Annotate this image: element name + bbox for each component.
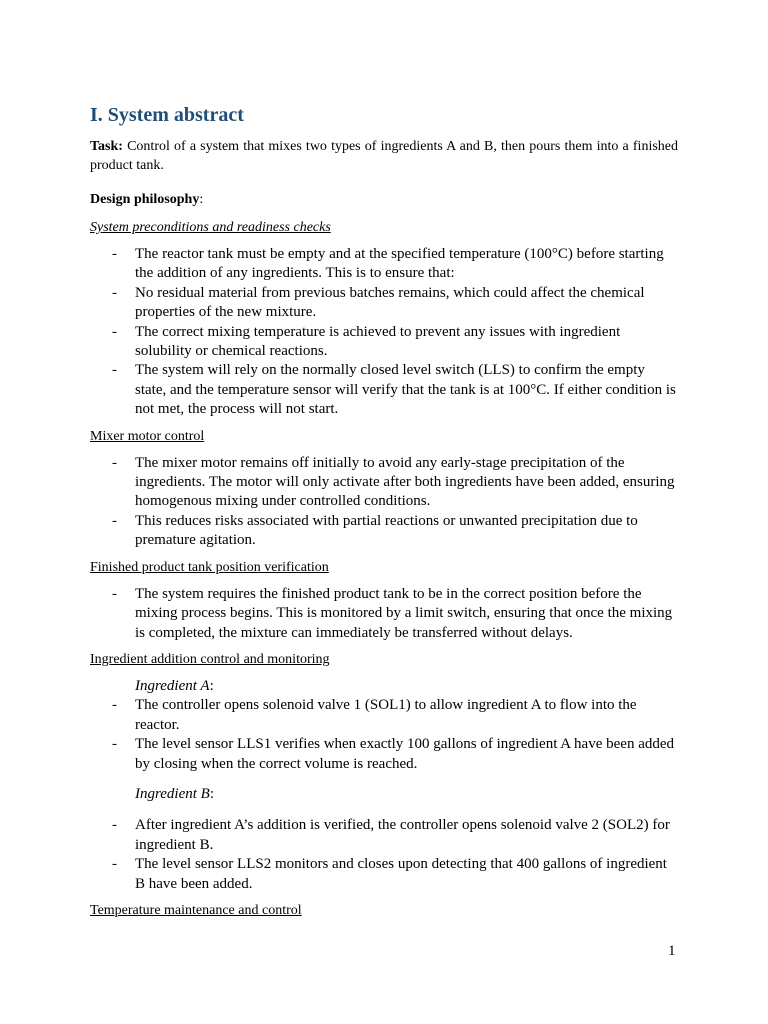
design-philosophy-title: Design philosophy: [90, 192, 200, 207]
list-item: - After ingredient A’s addition is verified, the controller opens solenoid valve 2 (SOL2) for ingredient B.: [135, 816, 678, 855]
list-item: - The system will rely on the normally closed level switch (LLS) to confirm the empty state, and the temperature sensor will verify that the tank is at 100°C. If either condition is not met, the process will not start.: [135, 361, 678, 419]
mixer-list: [90, 454, 678, 551]
task-label: Task:: [90, 139, 123, 154]
list-item: - The correct mixing temperature is achieved to prevent any issues with ingredient solubility or chemical reactions.: [135, 323, 678, 362]
subsection-title-mixer: Mixer motor control: [90, 428, 205, 444]
list-item: - The system requires the finished product tank to be in the correct position before the mixing process begins. This is monitored by a limit switch, ensuring that once the mixing is completed, the mixture can immediately be transferred without delays.: [135, 585, 678, 643]
ingredient-b-colon: :: [209, 785, 215, 802]
list-item: - The mixer motor remains off initially to avoid any early-stage precipitation of the ingredients. The motor will only activate after both ingredients have been added, ensuring homogenous mixing under controlled conditions.: [135, 454, 678, 512]
subsection-title-temperature: Temperature maintenance and control: [90, 902, 302, 918]
task-text: Control of a system that mixes two types of ingredients A and B, then pours them into a finished product tank.: [90, 139, 678, 173]
ingredient-a-title: Ingredient A: [135, 677, 210, 694]
list-item: - The level sensor LLS1 verifies when exactly 100 gallons of ingredient A have been added by closing when the correct volume is reached.: [135, 735, 678, 774]
ingredient-b-list: [90, 816, 678, 894]
list-item: - The level sensor LLS2 monitors and closes upon detecting that 400 gallons of ingredient B have been added.: [135, 855, 678, 894]
page-number: 1: [668, 943, 676, 959]
subsection-title-tank: Finished product tank position verification: [90, 559, 329, 575]
tank-list: [90, 585, 678, 643]
preconditions-list: [90, 245, 678, 420]
document-page: [90, 100, 678, 928]
subsection-title-ingredients: Ingredient addition control and monitoring: [90, 651, 330, 667]
list-item: - No residual material from previous batches remains, which could affect the chemical properties of the new mixture.: [135, 284, 678, 323]
ingredient-b-title: Ingredient B: [135, 785, 210, 802]
design-philosophy-colon: :: [199, 192, 204, 207]
list-item: - The reactor tank must be empty and at the specified temperature (100°C) before starting the addition of any ingredients. This is to ensure that:: [135, 245, 678, 284]
ingredient-a-label: [90, 677, 678, 696]
design-philosophy-label: [90, 190, 678, 209]
ingredient-a-colon: :: [209, 677, 214, 694]
ingredient-b-label: [90, 785, 678, 804]
list-item: - The controller opens solenoid valve 1 (SOL1) to allow ingredient A to flow into the reactor.: [135, 696, 678, 735]
section-heading: I. System abstract: [90, 104, 244, 126]
ingredient-a-list: [90, 696, 678, 774]
list-item: - This reduces risks associated with partial reactions or unwanted precipitation due to premature agitation.: [135, 512, 678, 551]
task-paragraph: [90, 137, 678, 175]
subsection-title-preconditions: System preconditions and readiness checks: [90, 220, 331, 235]
